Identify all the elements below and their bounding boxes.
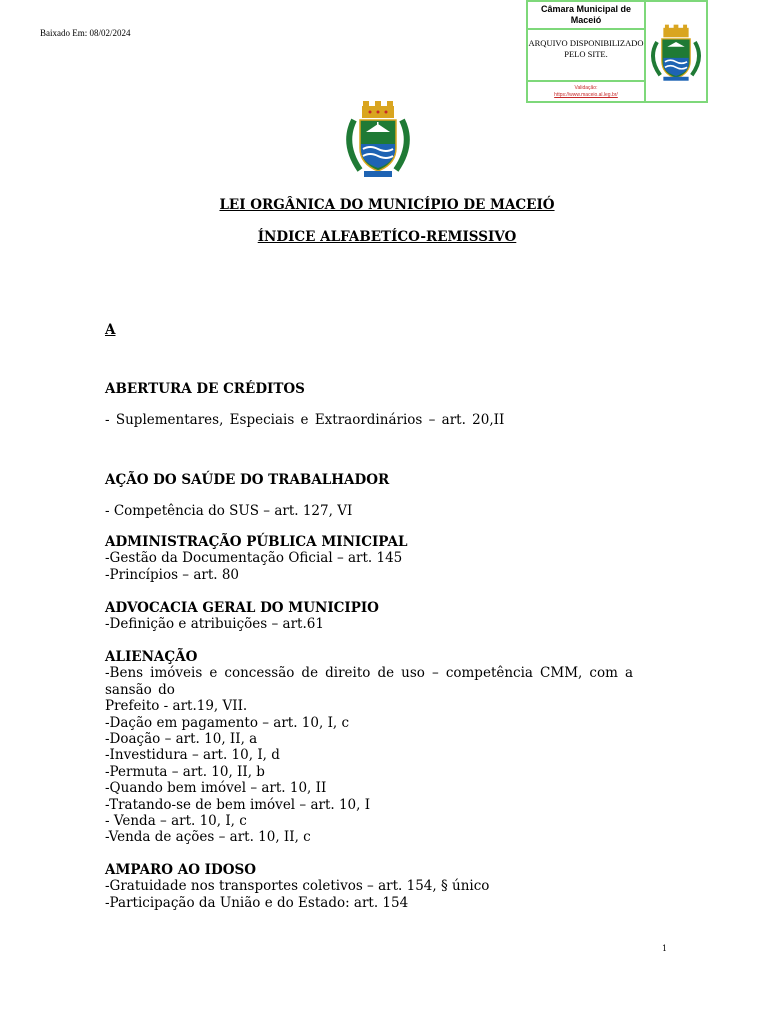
section-amparo-idoso <box>105 862 645 911</box>
section-title: ADVOCACIA GERAL DO MUNICIPIO <box>105 600 379 616</box>
stamp-crest-cell <box>644 0 708 103</box>
list-item: -Doação – art. 10, II, a <box>105 731 258 748</box>
list-item: -Bens imóveis e concessão de direito de uso – competência CMM, com a sansão do <box>105 665 633 698</box>
section-acao-saude <box>105 472 645 520</box>
download-date: Baixado Em: 08/02/2024 <box>40 28 131 38</box>
stamp-validation <box>526 80 646 103</box>
list-item: -Dação em pagamento – art. 10, I, c <box>105 714 350 731</box>
list-item: -Gestão da Documentação Oficial – art. 145 <box>105 550 403 567</box>
section-title: ADMINISTRAÇÃO PÚBLICA MINICIPAL <box>105 534 408 550</box>
section-advocacia <box>105 600 645 633</box>
stamp-title: Câmara Municipal de Maceió <box>526 0 646 30</box>
list-item: -Quando bem imóvel – art. 10, II <box>105 780 327 797</box>
list-item: -Investidura – art. 10, I, d <box>105 747 280 764</box>
section-title: ABERTURA DE CRÉDITOS <box>105 381 305 397</box>
list-item: - Suplementares, Especiais e Extraordinários – art. 20,II <box>105 412 505 429</box>
index-letter: A <box>105 322 116 338</box>
document-title: LEI ORGÂNICA DO MUNICÍPIO DE MACEIÓ <box>219 197 555 213</box>
list-item: Prefeito - art.19, VII. <box>105 698 248 715</box>
stamp-archive-note: ARQUIVO DISPONIBILIZADO PELO SITE. <box>526 28 646 82</box>
section-alienacao <box>105 649 633 846</box>
list-item: - Competência do SUS – art. 127, VI <box>105 503 353 520</box>
list-item: -Gratuidade nos transportes coletivos – art. 154, § único <box>105 878 490 895</box>
list-item: -Participação da União e do Estado: art. 154 <box>105 894 409 911</box>
section-administracao <box>105 534 645 583</box>
list-item: -Definição e atribuições – art.61 <box>105 616 324 633</box>
city-crest-small-icon <box>646 2 706 101</box>
city-crest-icon <box>340 100 416 180</box>
archive-stamp <box>526 0 708 103</box>
section-title: AMPARO AO IDOSO <box>105 862 256 878</box>
list-item: - Venda – art. 10, I, c <box>105 813 247 830</box>
stamp-validation-label: Validação: <box>574 85 598 91</box>
page-number: 1 <box>662 944 668 953</box>
list-item: -Permuta – art. 10, II, b <box>105 763 265 780</box>
stamp-validation-url[interactable]: https://www.maceio.al.leg.br/ <box>554 92 618 98</box>
section-abertura <box>105 381 645 429</box>
list-item: -Tratando-se de bem imóvel – art. 10, I <box>105 796 371 813</box>
document-subtitle: ÍNDICE ALFABETÍCO-REMISSIVO <box>257 229 517 245</box>
section-title: AÇÃO DO SAÚDE DO TRABALHADOR <box>105 472 390 488</box>
list-item: -Princípios – art. 80 <box>105 566 240 583</box>
list-item: -Venda de ações – art. 10, II, c <box>105 829 311 846</box>
section-title: ALIENAÇÃO <box>105 649 198 665</box>
